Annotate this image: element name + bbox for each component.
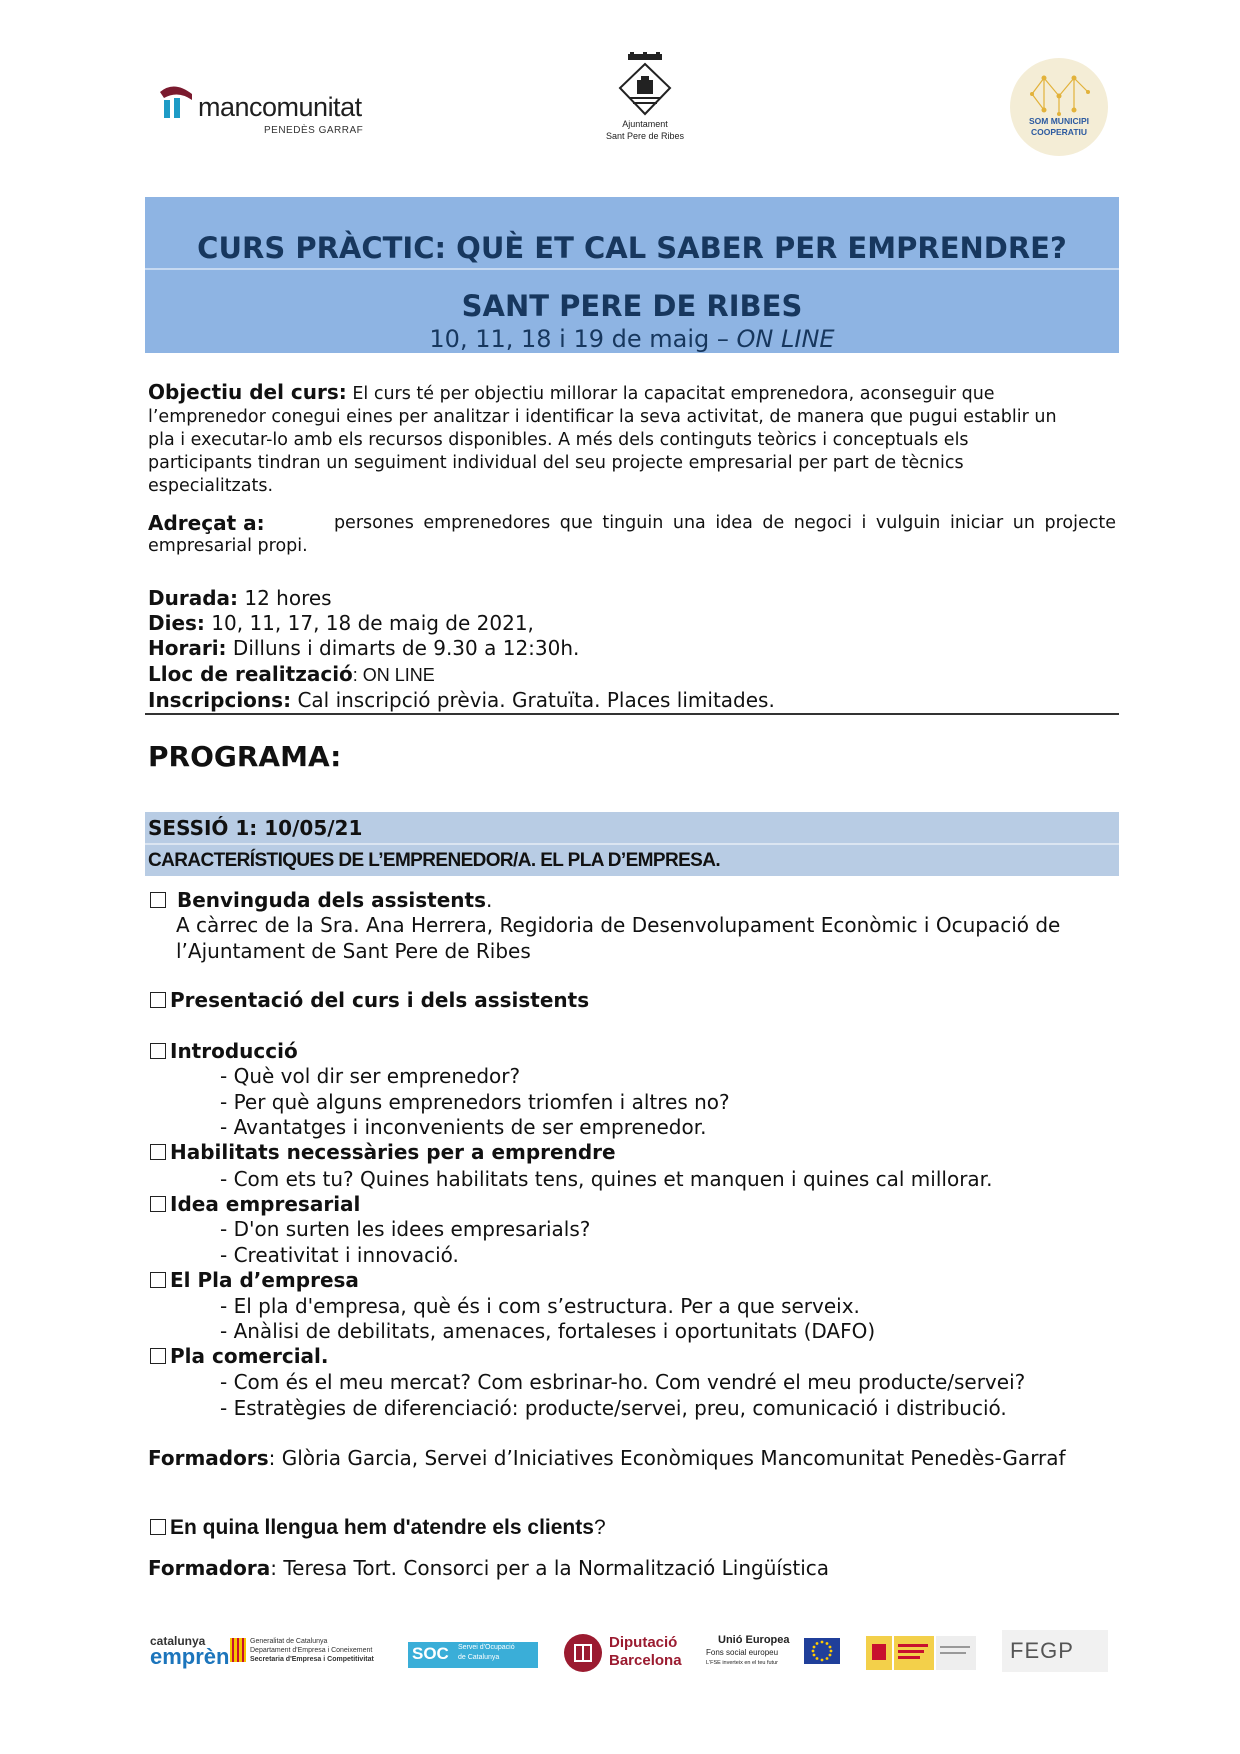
ajuntament-line2: Sant Pere de Ribes (605, 131, 685, 141)
objective-label: Objectiu del curs: (148, 380, 347, 404)
som-municipi-logo (1010, 58, 1108, 156)
empren-word: emprèn (150, 1644, 230, 1669)
idea-title: Idea empresarial (170, 1192, 361, 1216)
ue-fse-logo (706, 1630, 842, 1676)
commercial-title: Pla comercial. (170, 1344, 329, 1368)
spanish-government-logo (866, 1630, 976, 1676)
catalunya-word: catalunya (150, 1634, 206, 1648)
som-line2: COOPERATIU (1030, 127, 1088, 137)
introduction-title: Introducció (170, 1039, 298, 1063)
trainer2-line (148, 1556, 829, 1580)
trainers-line (148, 1446, 1066, 1470)
place-label: Lloc de realització (148, 662, 353, 686)
mancomunitat-name: mancomunitat (198, 92, 362, 122)
generalitat-flag-icon (230, 1638, 246, 1662)
objective-line2: l’emprenedor conegui eines per analitzar i identificar la seva activitat, de manera que pugui establir un (148, 407, 1057, 427)
trainers-value: : Glòria Garcia, Servei d’Iniciatives Econòmiques Mancomunitat Penedès-Garraf (268, 1446, 1066, 1470)
item-business-plan (150, 1268, 359, 1292)
language-question-mark: ? (593, 1516, 606, 1539)
item-language (150, 1516, 606, 1540)
info-place (148, 662, 435, 686)
welcome-dot: . (485, 888, 493, 912)
generalitat-line1: Generalitat de Catalunya (250, 1638, 328, 1645)
mancomunitat-mark-icon (158, 80, 202, 124)
network-m-icon (1010, 64, 1108, 124)
info-schedule (148, 636, 579, 660)
som-line1: SOM MUNICIPI (1029, 116, 1089, 126)
audience-label: Adreçat a: (148, 511, 265, 535)
item-presentation (150, 988, 589, 1012)
info-duration (148, 586, 332, 610)
registration-label: Inscripcions: (148, 688, 292, 712)
checkbox-icon (150, 1519, 166, 1535)
diputacio-line2: Barcelona (609, 1652, 682, 1669)
presentation-title: Presentació del curs i dels assistents (170, 988, 590, 1012)
welcome-detail-2: l’Ajuntament de Sant Pere de Ribes (176, 939, 531, 963)
intro-point-1: - Què vol dir ser emprenedor? (220, 1064, 521, 1088)
audience-line1: persones emprenedores que tinguin una idea de negoci i vulguin iniciar un projecte (333, 513, 1116, 533)
mancomunitat-logo (158, 78, 398, 140)
schedule-label: Horari: (148, 636, 227, 660)
commercial-point-2: - Estratègies de diferenciació: producte/servei, preu, comunicació i distribució. (220, 1396, 1007, 1420)
ajuntament-line1: Ajuntament (622, 119, 668, 129)
objective-line4: participants tindran un seguiment individual del seu projecte empresarial per part de tècnics (148, 453, 964, 473)
duration-label: Durada: (148, 586, 239, 610)
programa-heading: PROGRAMA: (148, 740, 342, 773)
ue-line3: L'FSE inverteix en el teu futur (706, 1660, 778, 1666)
audience-paragraph (148, 512, 1116, 558)
eu-flag-icon (804, 1638, 840, 1664)
welcome-title: Benvinguda dels assistents (176, 888, 486, 912)
fegp-logo (1002, 1630, 1108, 1676)
fegp-word: FEGP (1010, 1638, 1074, 1663)
info-days (148, 611, 534, 635)
course-title-box (145, 197, 1119, 353)
skills-point-1: - Com ets tu? Quines habilitats tens, quines et manquen i quines cal millorar. (220, 1167, 993, 1191)
checkbox-icon (150, 1272, 166, 1288)
item-skills (150, 1140, 616, 1164)
item-introduction (150, 1039, 298, 1063)
course-location: SANT PERE DE RIBES (461, 289, 803, 323)
commercial-point-1: - Com és el meu mercat? Com esbrinar-ho. Com vendré el meu producte/servei? (220, 1370, 1026, 1394)
session-divider (145, 843, 1119, 845)
mancomunitat-sub: PENEDÈS GARRAF (264, 125, 364, 136)
session-header (145, 812, 1119, 876)
soc-sub1: Servei d'Ocupació (458, 1644, 515, 1651)
checkbox-icon (150, 1348, 166, 1364)
duration-value: 12 hores (244, 586, 332, 610)
trainers-label: Formadors (148, 1446, 269, 1470)
objective-paragraph (148, 381, 1116, 498)
course-dates-text: 10, 11, 18 i 19 de maig – (429, 325, 729, 353)
checkbox-icon (150, 1043, 166, 1059)
soc-logo (408, 1630, 538, 1676)
soc-word: SOC (412, 1644, 449, 1663)
ue-line1: Unió Europea (718, 1634, 790, 1646)
item-welcome (150, 888, 492, 912)
trainer2-label: Formadora (148, 1556, 271, 1580)
welcome-detail-1: A càrrec de la Sra. Ana Herrera, Regidoria de Desenvolupament Econòmic i Ocupació de (176, 913, 1061, 937)
session-subtitle: CARACTERÍSTIQUES DE L’EMPRENEDOR/A. EL PLA D’EMPRESA. (148, 850, 721, 871)
intro-point-2: - Per què alguns emprenedors triomfen i altres no? (220, 1090, 730, 1114)
catalunya-empren-logo (150, 1630, 386, 1676)
item-business-idea (150, 1192, 360, 1216)
generalitat-line3: Secretaria d'Empresa i Competitivitat (250, 1656, 374, 1663)
trainer2-value: : Teresa Tort. Consorci per a la Normalització Lingüística (270, 1556, 830, 1580)
days-label: Dies: (148, 611, 205, 635)
ajuntament-logo (590, 52, 700, 147)
title-divider (145, 268, 1119, 270)
intro-point-3: - Avantatges i inconvenients de ser emprenedor. (220, 1115, 707, 1139)
objective-line3: pla i executar-lo amb els recursos disponibles. A més dels continguts teòrics i conceptuals els (148, 430, 969, 450)
objective-line5: especialitzats. (148, 476, 274, 496)
course-title: CURS PRÀCTIC: QUÈ ET CAL SABER PER EMPRENDRE? (197, 231, 1067, 265)
generalitat-line2: Departament d'Empresa i Coneixement (250, 1647, 373, 1654)
place-value: : ON LINE (352, 665, 435, 685)
idea-point-1: - D'on surten les idees empresarials? (220, 1217, 591, 1241)
info-registration (148, 688, 775, 712)
diputacio-seal-icon (563, 1633, 603, 1673)
plan-title: El Pla d’empresa (170, 1268, 359, 1292)
checkbox-icon (150, 992, 166, 1008)
course-dates (145, 325, 1119, 353)
course-mode: ON LINE (736, 325, 835, 353)
plan-point-2: - Anàlisi de debilitats, amenaces, fortaleses i oportunitats (DAFO) (220, 1319, 876, 1343)
skills-title: Habilitats necessàries per a emprendre (170, 1140, 616, 1164)
language-title: En quina llengua hem d'atendre els clients (170, 1516, 594, 1539)
coat-of-arms-icon (590, 52, 700, 118)
checkbox-icon (150, 1196, 166, 1212)
idea-point-2: - Creativitat i innovació. (220, 1243, 459, 1267)
session-label: SESSIÓ 1: 10/05/21 (148, 816, 363, 840)
checkbox-icon (150, 1144, 166, 1160)
days-value: 10, 11, 17, 18 de maig de 2021, (211, 611, 534, 635)
item-commercial-plan (150, 1344, 329, 1368)
diputacio-line1: Diputació (609, 1634, 678, 1651)
plan-point-1: - El pla d'empresa, què és i com s’estructura. Per a que serveix. (220, 1294, 860, 1318)
diputacio-logo (563, 1630, 693, 1676)
schedule-value: Dilluns i dimarts de 9.30 a 12:30h. (232, 636, 580, 660)
checkbox-icon (150, 892, 166, 908)
ue-line2: Fons social europeu (706, 1648, 779, 1657)
soc-sub2: de Catalunya (458, 1654, 500, 1661)
section-divider (145, 713, 1119, 715)
audience-line2: empresarial propi. (148, 536, 308, 556)
registration-value: Cal inscripció prèvia. Gratuïta. Places limitades. (297, 688, 775, 712)
spain-coat-of-arms-icon (866, 1636, 976, 1670)
objective-line1: El curs té per objectiu millorar la capacitat emprenedora, aconseguir que (352, 384, 995, 404)
